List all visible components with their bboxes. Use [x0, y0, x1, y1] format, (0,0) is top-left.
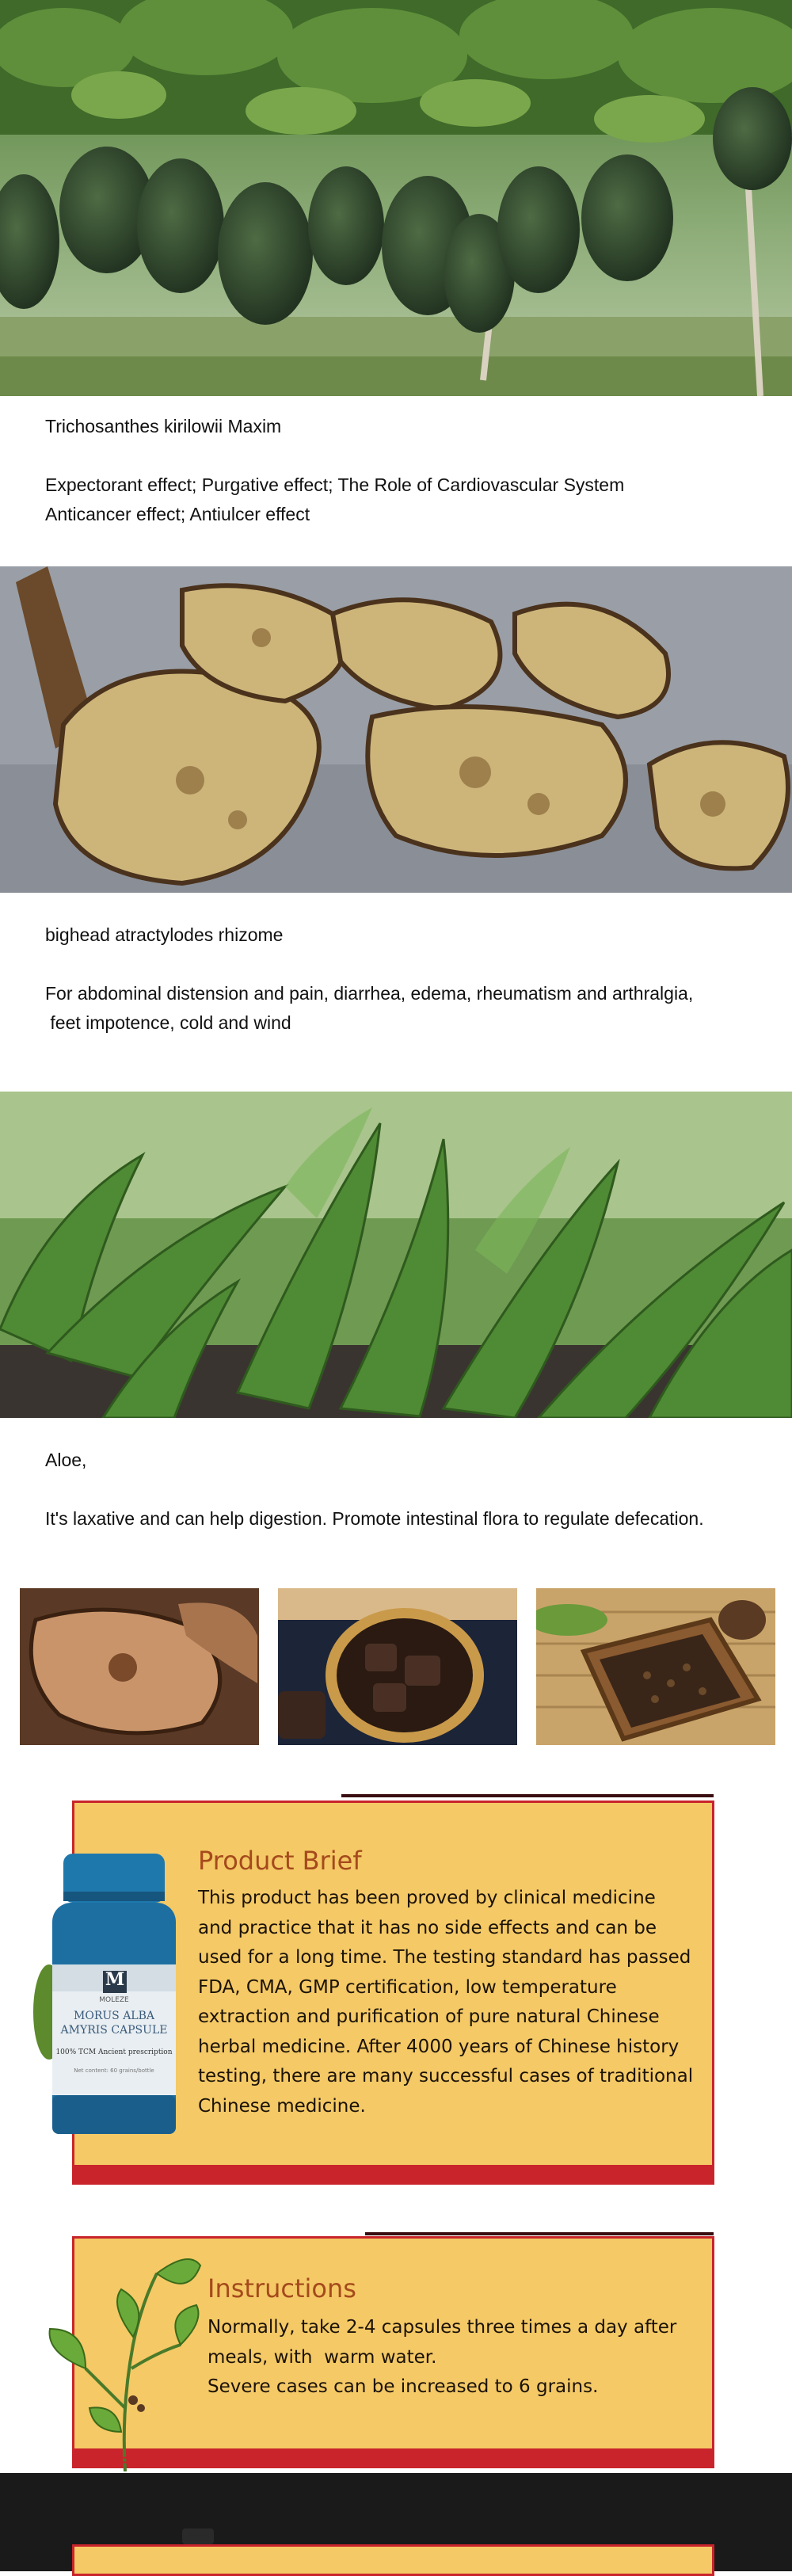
footer-dark-band: [0, 2473, 792, 2571]
next-card-panel: [72, 2544, 714, 2576]
bottle-label: [52, 2009, 176, 2037]
card-bottom-band: [74, 2165, 712, 2182]
card-divider: [341, 1794, 714, 1797]
product-bottle: [32, 1854, 182, 2139]
brief-line: FDA, CMA, GMP certification, low temperature: [198, 1976, 617, 1998]
herb-effect-line: Anticancer effect; Antiulcer effect: [45, 504, 310, 524]
brief-line: used for a long time. The testing standard has passed: [198, 1947, 691, 1968]
product-brief-title: Product Brief: [198, 1846, 362, 1876]
bottle-fineprint: Net content: 60 grains/bottle: [74, 2067, 154, 2074]
brief-line: testing, there are many successful cases of traditional: [198, 2066, 694, 2086]
atractylodes-photo: [0, 566, 792, 893]
trichosanthes-photo: [0, 0, 792, 396]
dried-herb-thumbnail: [20, 1588, 259, 1745]
bottle-label-line: MORUS ALBA: [74, 2010, 154, 2022]
card-divider: [365, 2232, 714, 2235]
brief-line: herbal medicine. After 4000 years of Chinese history: [198, 2036, 680, 2057]
herb-name: Aloe,: [45, 1450, 87, 1470]
bottle-label-line: AMYRIS CAPSULE: [60, 2024, 168, 2037]
instruction-line: meals, with warm water.: [208, 2346, 437, 2368]
brief-line: Chinese medicine.: [198, 2095, 366, 2117]
instruction-line: Normally, take 2-4 capsules three times a day after: [208, 2317, 677, 2338]
seeds-tray-thumbnail: [536, 1588, 775, 1745]
product-brief-body: [198, 1884, 705, 2121]
brief-line: extraction and purification of pure natural Chinese: [198, 2006, 660, 2027]
bowl-herb-thumbnail: [278, 1588, 517, 1745]
bottle-subtext: 100% TCM Ancient prescription: [55, 2048, 173, 2056]
instructions-title: Instructions: [208, 2273, 356, 2304]
aloe-photo: [0, 1092, 792, 1418]
herb-name: Trichosanthes kirilowii Maxim: [45, 416, 282, 436]
herb-effect-line: feet impotence, cold and wind: [45, 1012, 291, 1033]
plant-illustration: [46, 2250, 204, 2471]
bottle-logo: M: [105, 1969, 125, 1990]
bottle-brand: MOLEZE: [99, 1996, 129, 2004]
instruction-line: Severe cases can be increased to 6 grains.: [208, 2376, 599, 2397]
section-2-text: [45, 920, 758, 1038]
herb-effect-line: Expectorant effect; Purgative effect; The Role of Cardiovascular System: [45, 474, 625, 495]
next-card-ornament: [182, 2528, 214, 2544]
section-1-text: [45, 412, 758, 529]
herb-effect-line: It's laxative and can help digestion. Promote intestinal flora to regulate defecation.: [45, 1508, 704, 1529]
herb-name: bighead atractylodes rhizome: [45, 924, 284, 945]
brief-line: and practice that it has no side effects and can be: [198, 1917, 657, 1938]
section-3-text: [45, 1446, 758, 1534]
herb-effect-line: For abdominal distension and pain, diarrhea, edema, rheumatism and arthralgia,: [45, 983, 694, 1004]
brief-line: This product has been proved by clinical medicine: [198, 1888, 656, 1908]
instructions-body: [208, 2313, 706, 2403]
